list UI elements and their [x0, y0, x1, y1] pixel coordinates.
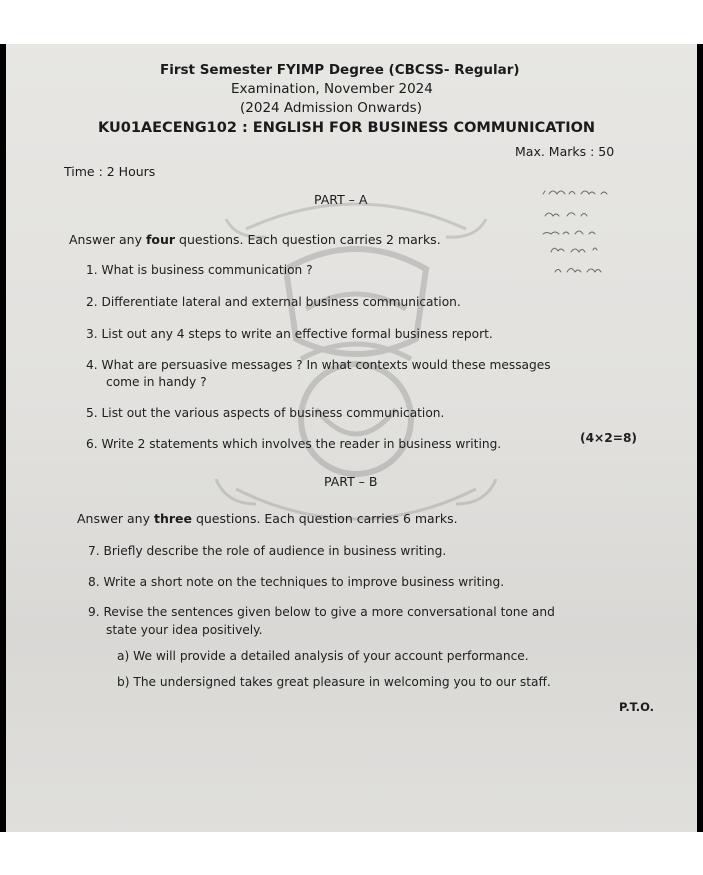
question-3: 3. List out any 4 steps to write an effective formal business report.	[86, 327, 493, 341]
question-5: 5. List out the various aspects of business communication.	[86, 406, 445, 420]
question-7: 7. Briefly describe the role of audience in business writing.	[88, 544, 447, 558]
exam-title-line1: First Semester FYIMP Degree (CBCSS- Regular)	[160, 62, 520, 78]
question-9-continued: state your idea positively.	[106, 623, 263, 637]
question-1: 1. What is business communication ?	[86, 263, 313, 277]
course-code-title: KU01AECENG102 : ENGLISH FOR BUSINESS COMMUNICATION	[98, 120, 596, 136]
question-9-subpart-b: b) The undersigned takes great pleasure in welcoming you to our staff.	[117, 675, 551, 689]
question-8: 8. Write a short note on the techniques to improve business writing.	[88, 575, 505, 589]
exam-paper	[6, 44, 697, 832]
question-6: 6. Write 2 statements which involves the reader in business writing.	[86, 437, 502, 451]
question-2: 2. Differentiate lateral and external business communication.	[86, 295, 461, 309]
handwritten-margin-notes	[541, 184, 651, 284]
question-9-subpart-a: a) We will provide a detailed analysis of your account performance.	[117, 649, 529, 663]
page-turn-note: P.T.O.	[619, 700, 655, 714]
max-marks: Max. Marks : 50	[515, 144, 615, 159]
part-a-instruction: Answer any four questions. Each question carries 2 marks.	[69, 232, 441, 247]
exam-title-line3: (2024 Admission Onwards)	[240, 100, 422, 116]
question-4-continued: come in handy ?	[106, 375, 207, 389]
exam-title-line2: Examination, November 2024	[231, 81, 433, 97]
top-background	[0, 0, 703, 44]
part-b-title: PART – B	[324, 474, 378, 489]
bottom-background	[0, 832, 703, 875]
part-a-marks: (4×2=8)	[580, 431, 638, 445]
time-allowed: Time : 2 Hours	[64, 164, 156, 179]
part-a-title: PART – A	[314, 192, 368, 207]
question-4: 4. What are persuasive messages ? In what contexts would these messages	[86, 358, 551, 372]
university-emblem-watermark	[206, 159, 506, 549]
question-9: 9. Revise the sentences given below to give a more conversational tone and	[88, 605, 555, 619]
part-b-instruction: Answer any three questions. Each question carries 6 marks.	[77, 511, 458, 526]
